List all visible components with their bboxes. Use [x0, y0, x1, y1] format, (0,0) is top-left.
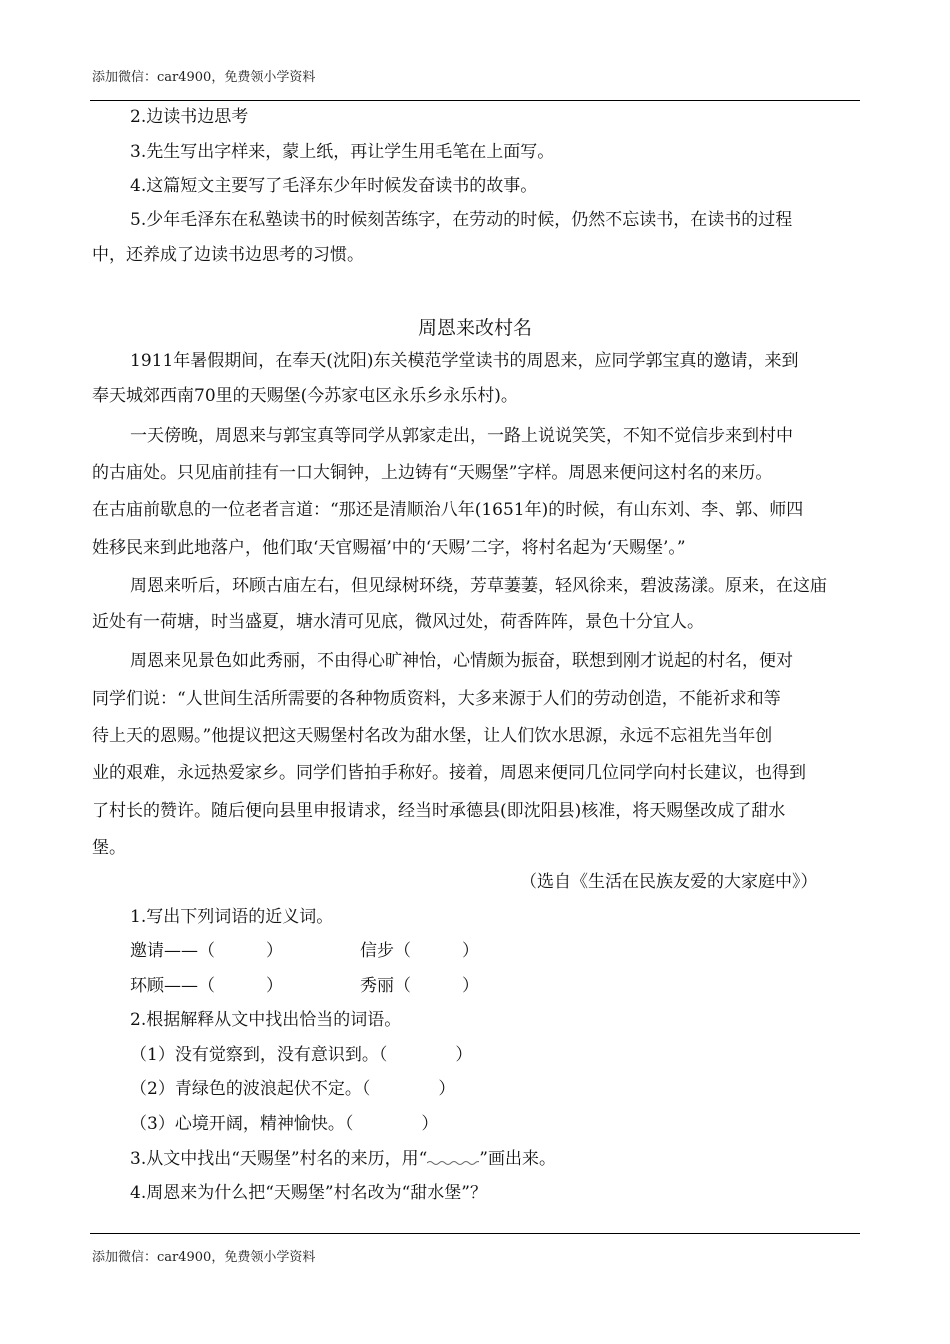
answer-3: 3.先生写出字样来，蒙上纸，再让学生用毛笔在上面写。 — [130, 142, 555, 162]
article-line: 1911年暑假期间，在奉天(沈阳)东关模范学堂读书的周恩来，应同学郭宝真的邀请，来到 — [130, 351, 799, 371]
answer-4: 4.这篇短文主要写了毛泽东少年时候发奋读书的故事。 — [130, 176, 538, 196]
article-line: 奉天城郊西南70里的天赐堡(今苏家屯区永乐乡永乐村)。 — [92, 386, 518, 406]
footer-rule — [90, 1233, 860, 1234]
article-line: 在古庙前歇息的一位老者言道：“那还是清顺治八年(1651年)的时候，有山东刘、李、郭、师四 — [92, 500, 804, 520]
question-1-item-beautiful: 秀丽（ ） — [360, 976, 479, 996]
question-3-prefix: 3.从文中找出“天赐堡”村名的来历，用“ — [130, 1149, 428, 1169]
question-1-item-invite: 邀请——（ ） — [130, 941, 283, 961]
article-line: 同学们说：“人世间生活所需要的各种物质资料，大多来源于人们的劳动创造，不能祈求和等 — [92, 689, 781, 709]
article-line: 姓移民来到此地落户，他们取‘天官赐福’中的‘天赐’二字，将村名起为‘天赐堡’。” — [92, 538, 686, 558]
article-line: 的古庙处。只见庙前挂有一口大铜钟，上边铸有“天赐堡”字样。周恩来便问这村名的来历。 — [92, 463, 773, 483]
answer-2: 2.边读书边思考 — [130, 107, 249, 127]
question-2-item-3: （3）心境开阔，精神愉快。（ ） — [130, 1114, 439, 1134]
page-footer: 添加微信：car4900，免费领小学资料 — [92, 1250, 316, 1265]
header-rule — [90, 100, 860, 101]
article-line: 一天傍晚，周恩来与郭宝真等同学从郭家走出，一路上说说笑笑，不知不觉信步来到村中 — [130, 426, 793, 446]
answer-5-line-1: 5.少年毛泽东在私塾读书的时候刻苦练字，在劳动的时候，仍然不忘读书，在读书的过程 — [130, 210, 793, 230]
wavy-underline-mark — [427, 1156, 479, 1166]
question-4: 4.周恩来为什么把“天赐堡”村名改为“甜水堡”？ — [130, 1183, 487, 1203]
question-2: 2.根据解释从文中找出恰当的词语。 — [130, 1010, 402, 1030]
question-2-item-2: （2）青绿色的波浪起伏不定。（ ） — [130, 1079, 456, 1099]
question-1-item-lookaround: 环顾——（ ） — [130, 976, 283, 996]
question-1: 1.写出下列词语的近义词。 — [130, 907, 334, 927]
question-3 — [130, 1148, 556, 1170]
article-line: 业的艰难，永远热爱家乡。同学们皆拍手称好。接着，周恩来便同几位同学向村长建议，也得到 — [92, 763, 806, 783]
page-header: 添加微信：car4900，免费领小学资料 — [92, 70, 316, 85]
article-line: 了村长的赞许。随后便向县里申报请求，经当时承德县(即沈阳县)核准，将天赐堡改成了甜水 — [92, 801, 786, 821]
answer-5-line-2: 中，还养成了边读书边思考的习惯。 — [92, 245, 364, 265]
question-2-item-1: （1）没有觉察到，没有意识到。（ ） — [130, 1045, 473, 1065]
article-line: 周恩来见景色如此秀丽，不由得心旷神怡，心情颇为振奋，联想到刚才说起的村名，便对 — [130, 651, 793, 671]
article-line: 待上天的恩赐。”他提议把这天赐堡村名改为甜水堡，让人们饮水思源，永远不忘祖先当年创 — [92, 726, 773, 746]
question-1-item-stroll: 信步（ ） — [360, 941, 479, 961]
article-title: 周恩来改村名 — [417, 317, 532, 339]
article-line: 近处有一荷塘，时当盛夏，塘水清可见底，微风过处，荷香阵阵，景色十分宜人。 — [92, 612, 704, 632]
article-line: 周恩来听后，环顾古庙左右，但见绿树环绕，芳草萋萋，轻风徐来，碧波荡漾。原来，在这庙 — [130, 576, 827, 596]
article-line: 堡。 — [92, 838, 126, 858]
article-source: （选自《生活在民族友爱的大家庭中》） — [520, 872, 818, 892]
question-3-suffix: ”画出来。 — [479, 1149, 556, 1169]
